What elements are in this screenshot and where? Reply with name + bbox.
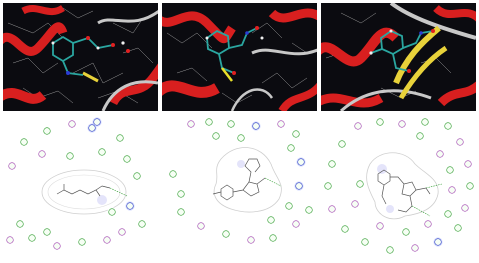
residue-bubble (410, 243, 419, 252)
docking-pose-3d-image-2 (162, 3, 317, 111)
residue-bubble (19, 137, 28, 146)
residue-bubble (291, 219, 300, 228)
residue-bubble (375, 117, 384, 126)
residue-bubble (125, 201, 134, 210)
residue-bubble (176, 189, 185, 198)
residue-bubble (304, 205, 313, 214)
residue-bubble (52, 241, 61, 250)
residue-bubble (15, 219, 24, 228)
residue-bubble (327, 159, 336, 168)
residue-bubble (465, 181, 474, 190)
residue-bubble (77, 237, 86, 246)
residue-bubble (323, 181, 332, 190)
residue-bubble (221, 229, 230, 238)
residue-bubble (115, 133, 124, 142)
residue-bubble (435, 149, 444, 158)
residue-bubble (251, 121, 260, 130)
residue-bubble (447, 185, 456, 194)
residue-bubble (443, 209, 452, 218)
ligand-structure (378, 170, 430, 212)
residue-bubble (445, 165, 454, 174)
residue-bubble (42, 126, 51, 135)
residue-bubble (102, 235, 111, 244)
residue-bubble (132, 171, 141, 180)
residue-bubble (340, 224, 349, 233)
residue-bubble (246, 235, 255, 244)
residue-bubble (294, 181, 303, 190)
residue-bubble (65, 151, 74, 160)
residue-bubble (276, 119, 285, 128)
residue-bubble (268, 233, 277, 242)
docking-pose-3d-image-3 (321, 3, 476, 111)
residue-bubble (196, 221, 205, 230)
residue-bubble (286, 143, 295, 152)
residue-bubble (327, 204, 336, 213)
residue-bubble (226, 119, 235, 128)
residue-bubble (415, 131, 424, 140)
residue-bubble (37, 149, 46, 158)
residue-bubble (385, 245, 394, 254)
residue-bubble (266, 215, 275, 224)
residue-bubble (7, 161, 16, 170)
residue-bubble (137, 219, 146, 228)
residue-bubble (397, 119, 406, 128)
residue-bubble (67, 119, 76, 128)
residue-bubble (453, 223, 462, 232)
residue-bubble (433, 237, 442, 246)
residue-bubble (291, 129, 300, 138)
interaction-diagram-2d-panel-2 (161, 114, 319, 260)
ligand-exposure-contour (367, 153, 439, 219)
residue-bubble (423, 219, 432, 228)
residue-bubble-group (168, 117, 313, 244)
docking-pose-3d-panel-2 (162, 3, 317, 111)
residue-bubble (296, 157, 305, 166)
docking-pose-3d-panel-3 (321, 3, 476, 111)
residue-bubble (107, 207, 116, 216)
residue-bubble (122, 154, 131, 163)
residue-bubble (360, 237, 369, 246)
interaction-diagram-2d-panel-3 (320, 114, 478, 260)
docking-pose-3d-image-1 (3, 3, 158, 111)
residue-bubble (284, 201, 293, 210)
residue-bubble (87, 123, 96, 132)
residue-bubble (337, 139, 346, 148)
residue-bubble (204, 117, 213, 126)
residue-bubble (186, 119, 195, 128)
residue-bubble (236, 133, 245, 142)
residue-bubble-group (5, 117, 146, 250)
residue-bubble (353, 121, 362, 130)
residue-bubble (97, 147, 106, 156)
residue-bubble (168, 169, 177, 178)
residue-bubble (420, 117, 429, 126)
residue-bubble (27, 233, 36, 242)
residue-bubble (350, 199, 359, 208)
residue-bubble (460, 203, 469, 212)
residue-bubble (355, 179, 364, 188)
residue-bubble (211, 131, 220, 140)
interaction-diagram-2d-3 (320, 114, 478, 260)
residue-bubble (117, 227, 126, 236)
interaction-diagram-2d-panel-1 (2, 114, 160, 260)
interaction-diagram-2d-2 (161, 114, 319, 260)
residue-bubble (5, 235, 14, 244)
residue-bubble-group (323, 117, 474, 254)
interaction-diagram-2d-1 (2, 114, 160, 260)
docking-pose-3d-panel-1 (3, 3, 158, 111)
residue-bubble (455, 137, 464, 146)
residue-bubble (443, 121, 452, 130)
ligand-exposure-contour (214, 148, 281, 212)
ligand-structure (57, 184, 110, 196)
residue-bubble (176, 207, 185, 216)
residue-bubble (375, 221, 384, 230)
residue-bubble (42, 227, 51, 236)
residue-bubble (463, 159, 472, 168)
residue-bubble (401, 227, 410, 236)
